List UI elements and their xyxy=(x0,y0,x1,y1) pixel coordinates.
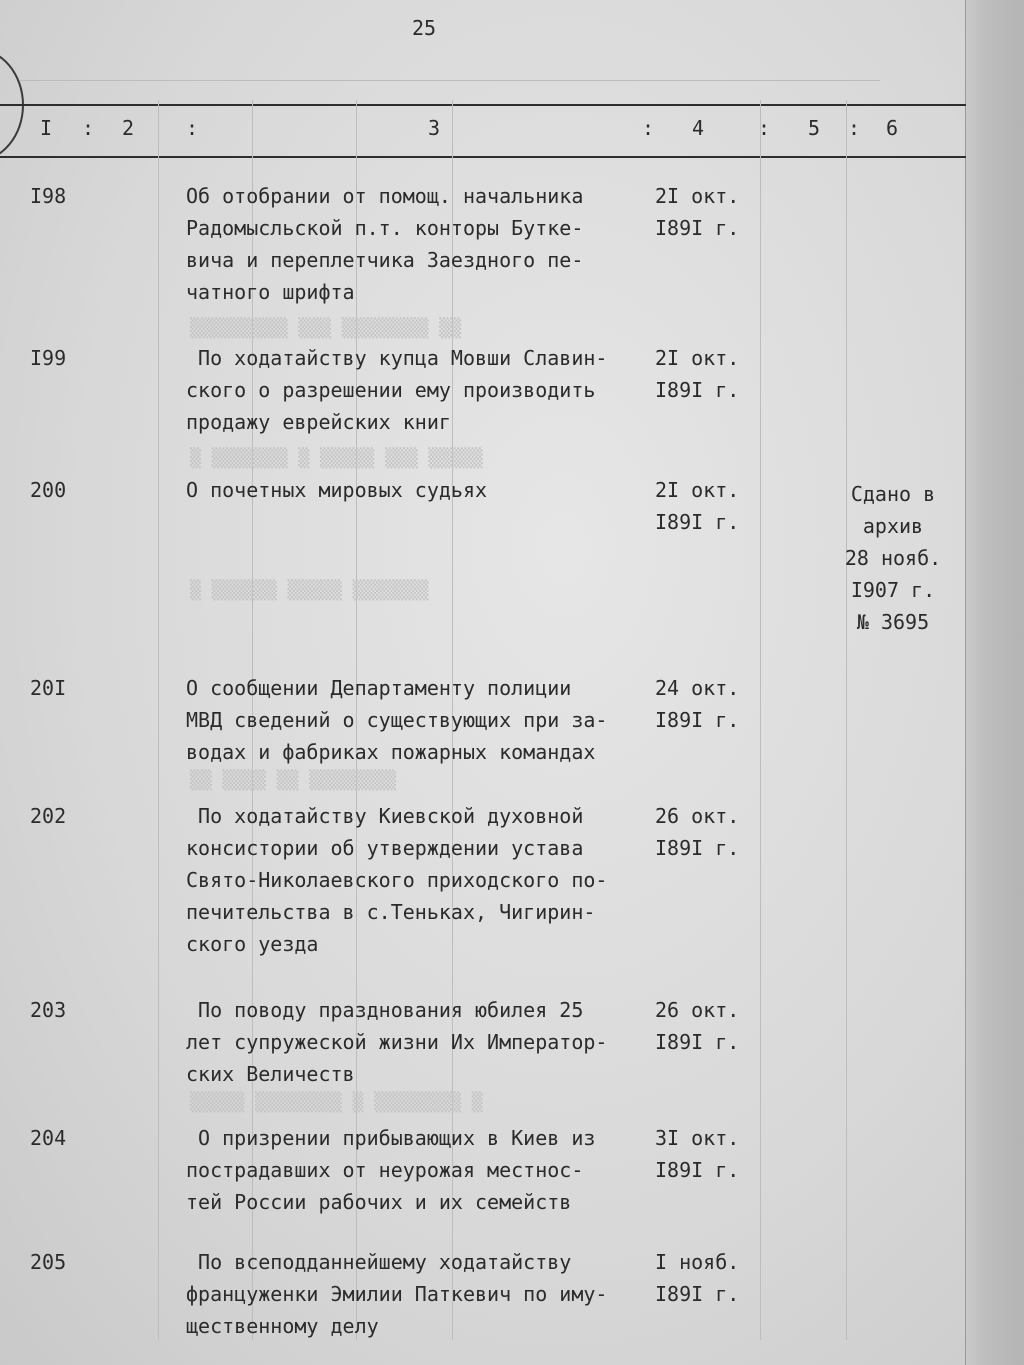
description-line: француженки Эмилии Паткевич по иму- xyxy=(186,1282,608,1306)
entry-number: 205 xyxy=(30,1250,67,1274)
description-line: водах и фабриках пожарных командах xyxy=(186,740,596,764)
date-day: 26 окт. xyxy=(655,998,740,1022)
column-separator: : xyxy=(848,116,861,140)
entry-date xyxy=(655,672,755,736)
description-line: лет супружеской жизни Их Император- xyxy=(186,1030,608,1054)
note-line: I907 г. xyxy=(850,578,936,602)
date-day: 2I окт. xyxy=(655,478,740,502)
bleed-through-text: ▒ ▒▒▒▒▒▒ ▒▒▒▒▒ ▒▒▒▒▒▒▒ xyxy=(190,580,429,601)
column-header-4: 4 xyxy=(692,116,705,140)
date-day: 26 окт. xyxy=(655,804,740,828)
entry-date xyxy=(655,994,755,1058)
column-header-1: I xyxy=(40,116,53,140)
date-year: I89I г. xyxy=(655,510,740,534)
description-line: консистории об утверждении устава xyxy=(186,836,584,860)
column-header-5: 5 xyxy=(808,116,821,140)
column-separator: : xyxy=(186,116,199,140)
description-line: По ходатайству Киевской духовной xyxy=(186,804,584,828)
entry-description xyxy=(186,180,656,308)
description-line: вича и переплетчика Заездного пе- xyxy=(186,248,584,272)
date-day: 3I окт. xyxy=(655,1126,740,1150)
description-line: ских Величеств xyxy=(186,1062,355,1086)
column-divider xyxy=(158,100,159,1340)
date-day: 2I окт. xyxy=(655,184,740,208)
date-day: 24 окт. xyxy=(655,676,740,700)
note-line: архив xyxy=(862,514,924,538)
description-line: По поводу празднования юбилея 25 xyxy=(186,998,584,1022)
note-line: Сдано в xyxy=(850,482,936,506)
description-line: О призрении прибывающих в Киев из xyxy=(186,1126,596,1150)
column-divider xyxy=(846,100,847,1340)
column-header-2: 2 xyxy=(122,116,135,140)
description-line: чатного шрифта xyxy=(186,280,355,304)
entry-date xyxy=(655,474,755,538)
description-line: По всеподданнейшему ходатайству xyxy=(186,1250,572,1274)
column-header-row xyxy=(0,114,966,150)
next-page-edge xyxy=(965,0,1024,1365)
description-line: По ходатайству купца Мовши Славин- xyxy=(186,346,608,370)
entry-number: 202 xyxy=(30,804,67,828)
entry-number: I98 xyxy=(30,184,67,208)
bleed-through-text: ▒▒▒▒▒ ▒▒▒▒▒▒▒▒ ▒ ▒▒▒▒▒▒▒▒ ▒ xyxy=(190,1092,483,1113)
date-year: I89I г. xyxy=(655,1282,740,1306)
column-header-6: 6 xyxy=(886,116,899,140)
date-year: I89I г. xyxy=(655,1030,740,1054)
entry-description xyxy=(186,474,656,506)
date-year: I89I г. xyxy=(655,216,740,240)
entry-description xyxy=(186,994,656,1090)
column-separator: : xyxy=(758,116,771,140)
entry-description xyxy=(186,800,656,960)
date-day: 2I окт. xyxy=(655,346,740,370)
column-separator: : xyxy=(642,116,655,140)
date-day: I нояб. xyxy=(655,1250,740,1274)
date-year: I89I г. xyxy=(655,836,740,860)
table-rule-top xyxy=(0,104,966,106)
entry-number: 200 xyxy=(30,478,67,502)
entry-date xyxy=(655,180,755,244)
description-line: пострадавших от неурожая местнос- xyxy=(186,1158,584,1182)
description-line: продажу еврейских книг xyxy=(186,410,451,434)
note-line: № 3695 xyxy=(856,610,930,634)
description-line: Об отобрании от помощ. начальника xyxy=(186,184,584,208)
entry-number: I99 xyxy=(30,346,67,370)
bleed-through-rule xyxy=(20,80,880,81)
description-line: печительства в с.Теньках, Чигирин- xyxy=(186,900,596,924)
description-line: МВД сведений о существующих при за- xyxy=(186,708,608,732)
entry-description xyxy=(186,1122,656,1218)
bleed-through-text: ▒ ▒▒▒▒▒▒▒ ▒ ▒▒▒▒▒ ▒▒▒ ▒▒▒▒▒ xyxy=(190,448,483,469)
entry-number: 204 xyxy=(30,1126,67,1150)
entry-description xyxy=(186,1246,656,1342)
entry-date xyxy=(655,1122,755,1186)
entry-number: 20I xyxy=(30,676,67,700)
archive-note xyxy=(838,478,948,638)
description-line: тей России рабочих и их семейств xyxy=(186,1190,572,1214)
description-line: О почетных мировых судьях xyxy=(186,478,488,502)
bleed-through-text: ▒▒▒▒▒▒▒▒▒ ▒▒▒ ▒▒▒▒▒▒▒▒ ▒▒ xyxy=(190,318,461,339)
column-header-3: 3 xyxy=(428,116,441,140)
entry-description xyxy=(186,342,656,438)
column-separator: : xyxy=(82,116,95,140)
entry-date xyxy=(655,342,755,406)
entry-date xyxy=(655,1246,755,1310)
note-line: 28 нояб. xyxy=(844,546,942,570)
date-year: I89I г. xyxy=(655,708,740,732)
entry-number: 203 xyxy=(30,998,67,1022)
date-year: I89I г. xyxy=(655,378,740,402)
column-divider xyxy=(760,100,761,1340)
entry-date xyxy=(655,800,755,864)
entry-description xyxy=(186,672,656,768)
description-line: ского уезда xyxy=(186,932,319,956)
description-line: Свято-Николаевского приходского по- xyxy=(186,868,608,892)
description-line: О сообщении Департаменту полиции xyxy=(186,676,572,700)
description-line: ского о разрешении ему производить xyxy=(186,378,596,402)
table-rule-bottom xyxy=(0,156,966,158)
date-year: I89I г. xyxy=(655,1158,740,1182)
description-line: щественному делу xyxy=(186,1314,379,1338)
description-line: Радомысльской п.т. конторы Бутке- xyxy=(186,216,584,240)
bleed-through-text: ▒▒ ▒▒▒▒ ▒▒ ▒▒▒▒▒▒▒▒ xyxy=(190,770,396,791)
page-number: 25 xyxy=(412,16,437,40)
